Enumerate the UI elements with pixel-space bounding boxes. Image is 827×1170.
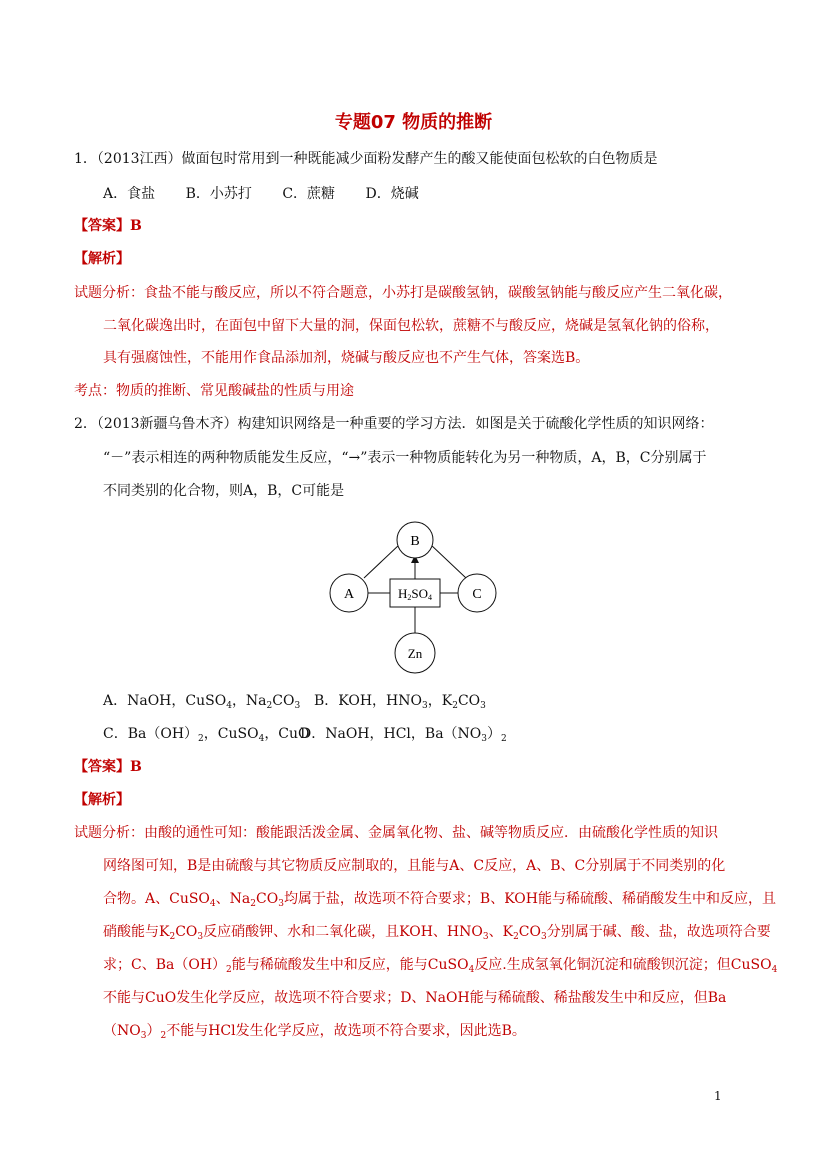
q2-analysis-line: 硝酸能与$K_2CO_3$反应硝酸钾、水和二氧化碳，且KOH、$HNO_3$、$K_2CO_3$分别属于碱、酸、盐，故选项符合要 [103, 924, 771, 942]
q1-analysis-line: 具有强腐蚀性，不能用作食品添加剂，烧碱与酸反应也不产生气体，答案选B。 [103, 350, 590, 366]
q1-kaodian: 考点：物质的推断、常见酸碱盐的性质与用途 [74, 383, 354, 399]
q2-analysis-label: 【解析】 [74, 792, 130, 808]
q1-option-a: A．食盐 [103, 186, 156, 202]
q2-analysis-line: 合物。A、CuSO$_4$、$Na_2CO_3$均属于盐，故选项不符合要求；B、KOH能与稀硫酸、稀硝酸发生中和反应，且 [103, 891, 776, 909]
q1-analysis-line: 试题分析：食盐不能与酸反应，所以不符合题意，小苏打是碳酸氢钠，碳酸氢钠能与酸反应产生二氧化碳， [74, 285, 732, 301]
node-h2so4-label: H2SO4 [397, 586, 433, 602]
node-c-label: C [472, 587, 482, 602]
q1-option-d: D．烧碱 [365, 186, 419, 202]
q2-analysis-line: 不能与CuO发生化学反应，故选项不符合要求；D、NaOH能与稀硫酸、稀盐酸发生中和反应，但Ba [103, 990, 727, 1006]
q1-analysis-line: 二氧化碳逸出时，在面包中留下大量的洞，保面包松软，蔗糖不与酸反应，烧碱是氢氧化钠的俗称， [103, 318, 719, 334]
q2-stem: 2．（2013新疆乌鲁木齐）构建知识网络是一种重要的学习方法．如图是关于硫酸化学性质的知识网络： [74, 416, 714, 432]
edge-c-b [430, 544, 466, 578]
q2-answer: 【答案】B [74, 759, 142, 775]
sulfuric-acid-network-diagram [320, 515, 510, 680]
node-a-label: A [343, 587, 355, 602]
edge-a-b [364, 544, 400, 578]
q2-analysis-line: 求；C、$Ba(OH)_2$能与稀硫酸发生中和反应，能与CuSO$_4$反应.生成氢氧化铜沉淀和硫酸钡沉淀；但CuSO$_4$ [103, 957, 778, 975]
node-zn-label: Zn [407, 646, 423, 661]
q2-analysis-line: 网络图可知，B是由硫酸与其它物质反应制取的，且能与A、C反应，A、B、C分别属于不同类别的化 [103, 858, 726, 874]
q1-answer: 【答案】B [74, 218, 142, 234]
q2-option-b: B．KOH，$HNO_3$，$K_2CO_3$ [314, 693, 486, 711]
q1-stem: 1．（2013江西）做面包时常用到一种既能减少面粉发酵产生的酸又能使面包松软的白色物质是 [74, 151, 658, 167]
page-title: 专题07 物质的推断 [334, 112, 493, 133]
q2-stem: “－”表示相连的两种物质能发生反应，“→”表示一种物质能转化为另一种物质，A，B，C分别属于 [103, 450, 707, 466]
q1-analysis-label: 【解析】 [74, 251, 130, 267]
q1-option-c: C．蔗糖 [282, 186, 336, 202]
node-b-label: B [410, 534, 420, 549]
q1-option-b: B．小苏打 [185, 186, 252, 202]
q1-options [103, 184, 445, 204]
q2-analysis-line: $(NO_3)_2$不能与HCl发生化学反应，故选项不符合要求，因此选B。 [103, 1023, 526, 1041]
q2-stem: 不同类别的化合物，则A，B，C可能是 [103, 483, 345, 499]
q2-option-c: C．$Ba(OH)_2$，CuSO$_4$，CuO [103, 726, 310, 744]
page-number: 1 [714, 1089, 722, 1103]
q2-option-a: A．NaOH，CuSO$_4$，$Na_2CO_3$ [103, 693, 301, 711]
q2-analysis-line: 试题分析：由酸的通性可知：酸能跟活泼金属、金属氧化物、盐、碱等物质反应．由硫酸化学性质的知识 [74, 825, 718, 841]
q2-option-d: D．NaOH，HCl，$Ba(NO_3)_2$ [300, 726, 507, 744]
